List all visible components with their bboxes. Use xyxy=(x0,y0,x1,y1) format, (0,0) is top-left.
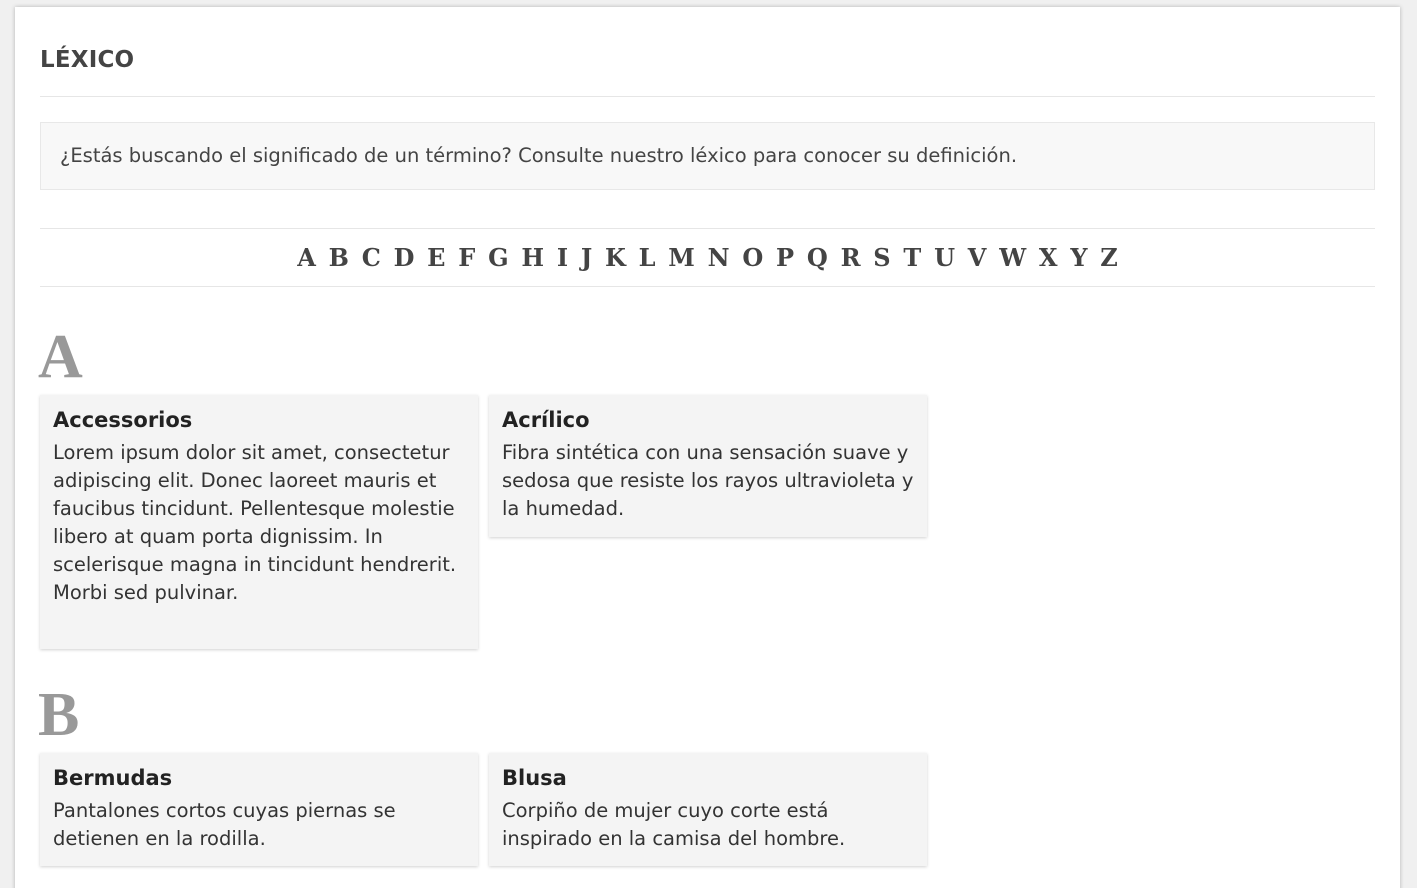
alphabet-link-b[interactable]: B xyxy=(328,243,349,272)
alphabet-link-e[interactable]: E xyxy=(427,243,446,272)
alphabet-link-a[interactable]: A xyxy=(297,243,316,272)
glossary-definition: Pantalones cortos cuyas piernas se detienen en la rodilla. xyxy=(53,799,396,850)
glossary-term: Bermudas xyxy=(53,766,173,790)
alphabet-link-r[interactable]: R xyxy=(840,243,861,272)
section-heading-a: A xyxy=(38,323,83,391)
glossary-card-accessorios xyxy=(40,395,478,649)
intro-box xyxy=(40,122,1375,190)
glossary-term: Acrílico xyxy=(502,408,590,432)
alphabet-link-z[interactable]: Z xyxy=(1100,243,1118,272)
alphabet-nav xyxy=(40,228,1375,287)
glossary-definition: Corpiño de mujer cuyo corte está inspirado en la camisa del hombre. xyxy=(502,799,846,850)
alphabet-link-o[interactable]: O xyxy=(742,243,764,272)
alphabet-link-t[interactable]: T xyxy=(903,243,922,272)
alphabet-link-g[interactable]: G xyxy=(488,243,509,272)
alphabet-link-c[interactable]: C xyxy=(361,243,381,272)
glossary-definition: Fibra sintética con una sensación suave y sedosa que resiste los rayos ultravioleta y la humedad. xyxy=(502,441,914,520)
glossary-card-acrilico xyxy=(489,395,927,537)
alphabet-link-k[interactable]: K xyxy=(604,243,626,272)
glossary-card-blusa xyxy=(489,753,927,866)
alphabet-link-w[interactable]: W xyxy=(999,243,1027,272)
alphabet-link-x[interactable]: X xyxy=(1038,243,1058,272)
alphabet-link-p[interactable]: P xyxy=(776,243,795,272)
alphabet-link-y[interactable]: Y xyxy=(1070,243,1088,272)
glossary-term: Accessorios xyxy=(53,408,193,432)
glossary-term: Blusa xyxy=(502,766,567,790)
alphabet-link-f[interactable]: F xyxy=(458,243,476,272)
alphabet-link-d[interactable]: D xyxy=(393,243,415,272)
alphabet-link-h[interactable]: H xyxy=(521,243,545,272)
alphabet-link-s[interactable]: S xyxy=(873,243,891,272)
glossary-definition: Lorem ipsum dolor sit amet, consectetur adipiscing elit. Donec laoreet mauris et faucibus tincidunt. Pellentesque molestie libero at quam porta dignissim. In scelerisque magna in tincidunt hendrerit. Morbi sed pulvinar. xyxy=(53,441,457,604)
alphabet-link-u[interactable]: U xyxy=(934,243,955,272)
alphabet-link-q[interactable]: Q xyxy=(806,243,828,272)
title-divider xyxy=(40,96,1375,97)
glossary-card-bermudas xyxy=(40,753,478,866)
alphabet-link-m[interactable]: M xyxy=(668,243,695,272)
page-title: LÉXICO xyxy=(40,47,135,73)
alphabet-link-j[interactable]: J xyxy=(580,243,593,272)
alphabet-link-i[interactable]: I xyxy=(556,243,569,272)
intro-text: ¿Estás buscando el significado de un término? Consulte nuestro léxico para conocer su definición. xyxy=(60,144,1018,167)
page-panel xyxy=(15,7,1400,888)
section-heading-b: B xyxy=(38,681,80,749)
alphabet-link-n[interactable]: N xyxy=(707,243,730,272)
alphabet-link-v[interactable]: V xyxy=(967,243,987,272)
alphabet-link-l[interactable]: L xyxy=(638,243,656,272)
